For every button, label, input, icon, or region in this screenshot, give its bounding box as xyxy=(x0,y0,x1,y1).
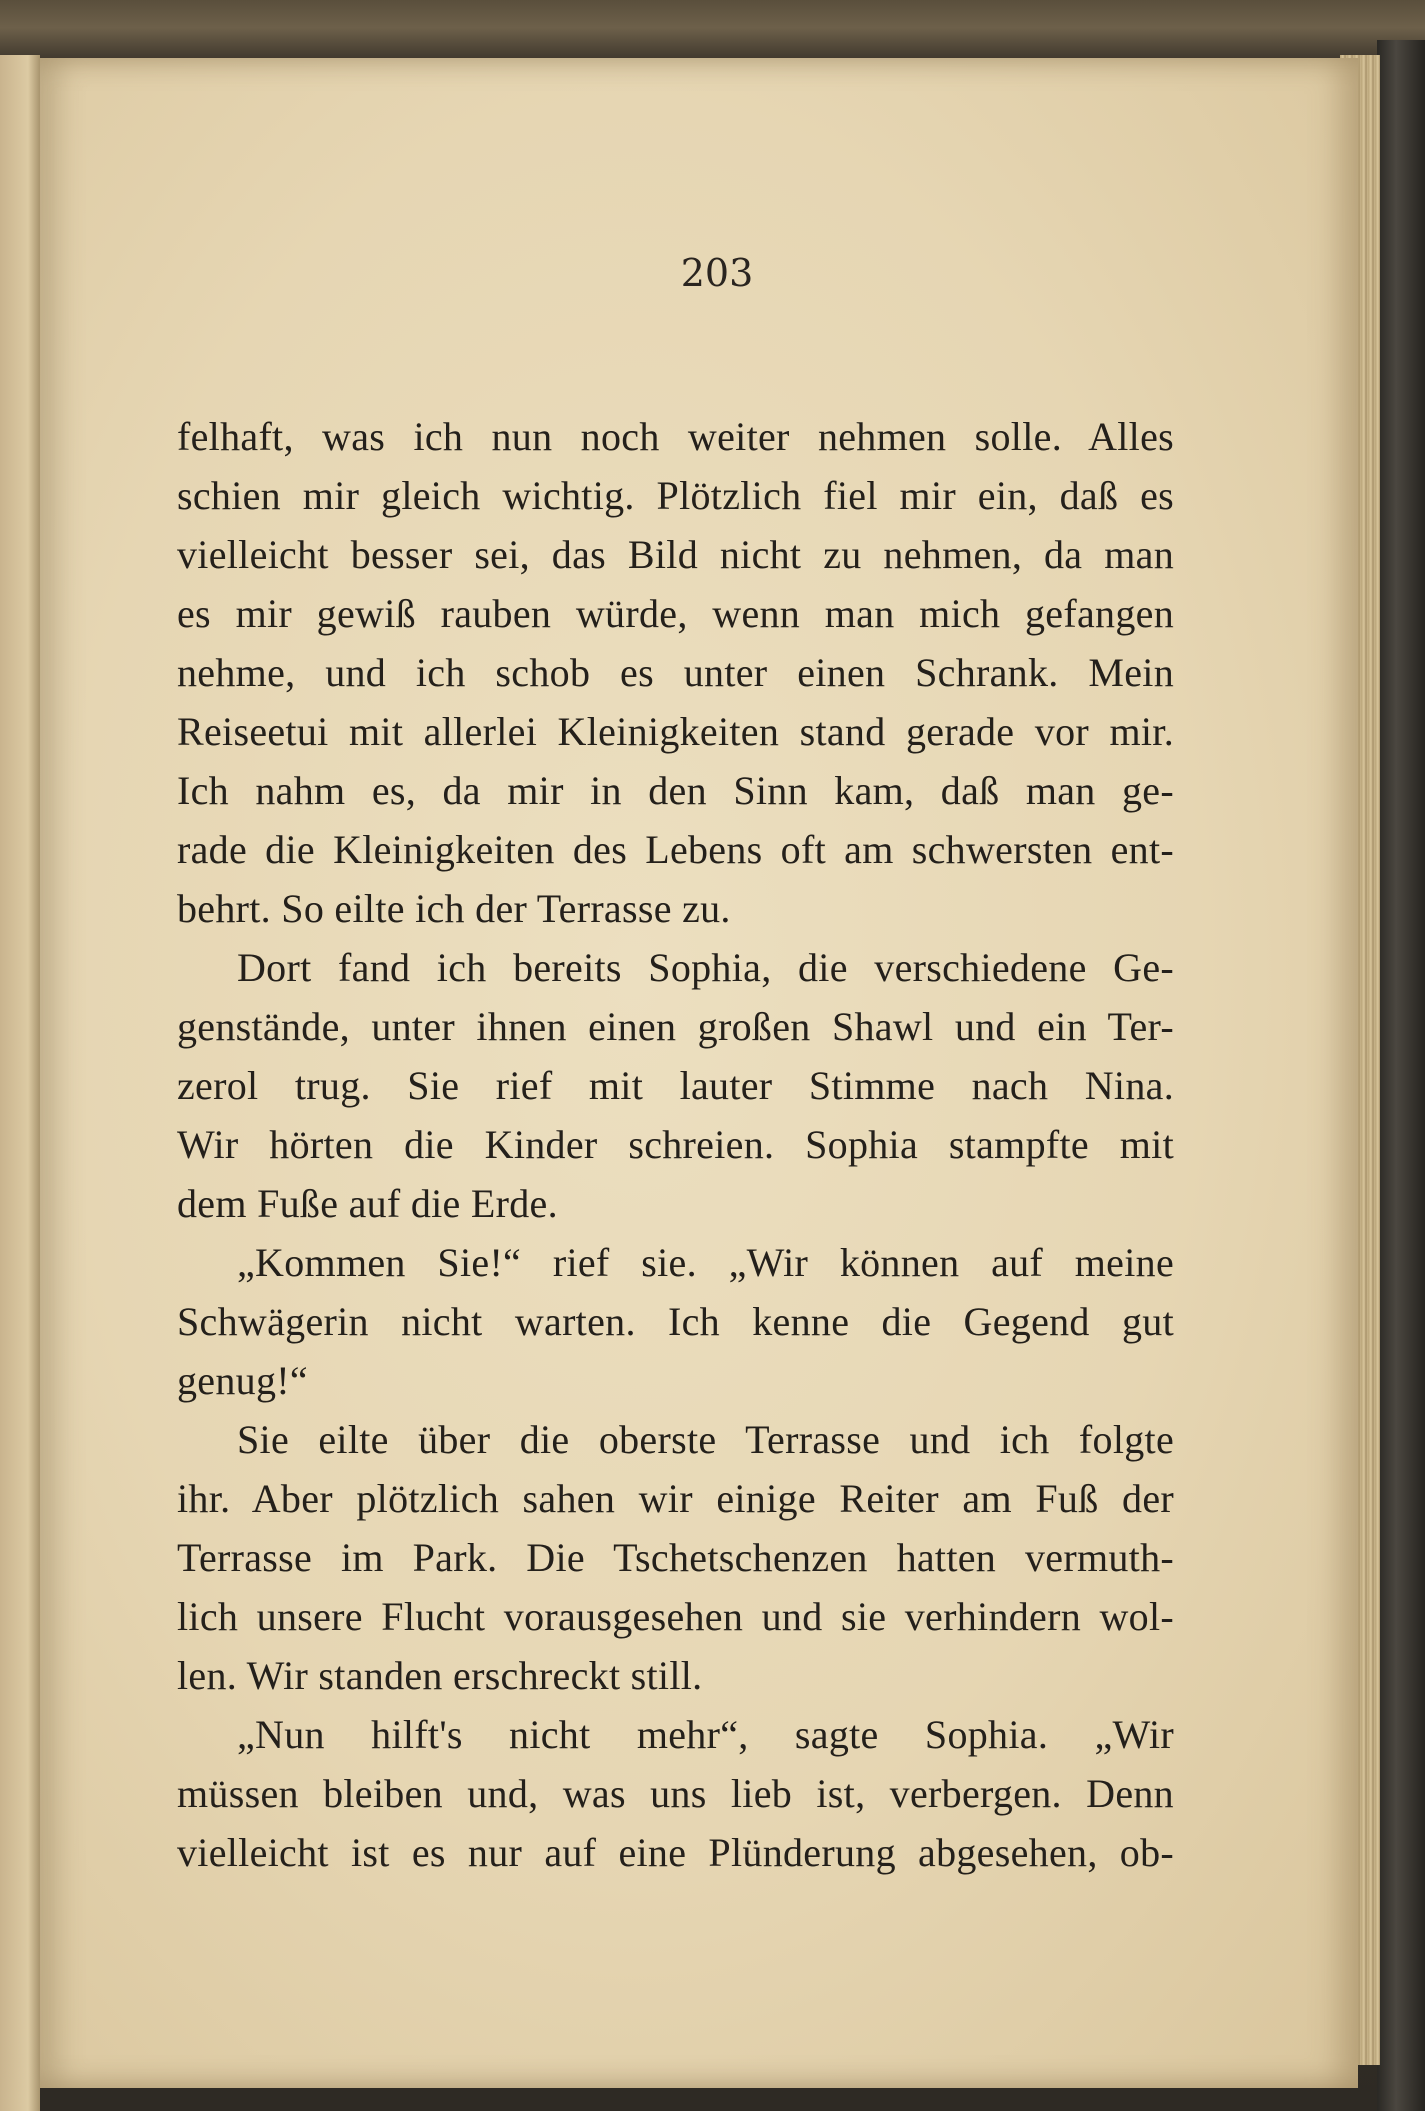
text-line: Ich nahm es, da mir in den Sinn kam, daß man ge- xyxy=(177,768,1174,813)
text-line: nehme, und ich schob es unter einen Schrank. Mein xyxy=(177,650,1174,695)
text-line: Sie eilte über die oberste Terrasse und ich folgte xyxy=(237,1417,1174,1462)
previous-page-edge xyxy=(0,55,40,2111)
text-line: behrt. So eilte ich der Terrasse zu. xyxy=(177,886,731,931)
text-line: „Nun hilft's nicht mehr“, sagte Sophia. „Wir xyxy=(237,1712,1174,1757)
text-line: len. Wir standen erschreckt still. xyxy=(177,1653,703,1698)
text-line: „Kommen Sie!“ rief sie. „Wir können auf meine xyxy=(237,1240,1174,1285)
book-page xyxy=(40,58,1358,2088)
text-line: zerol trug. Sie rief mit lauter Stimme nach Nina. xyxy=(177,1063,1174,1108)
text-line: Terrasse im Park. Die Tschetschenzen hatten vermuth- xyxy=(177,1535,1174,1580)
text-line: schien mir gleich wichtig. Plötzlich fiel mir ein, daß es xyxy=(177,473,1174,518)
text-line: es mir gewiß rauben würde, wenn man mich gefangen xyxy=(177,591,1174,636)
page-number: 203 xyxy=(680,251,754,295)
text-line: genug!“ xyxy=(177,1358,308,1403)
text-line: müssen bleiben und, was uns lieb ist, verbergen. Denn xyxy=(177,1771,1174,1816)
text-line: rade die Kleinigkeiten des Lebens oft am schwersten ent- xyxy=(177,827,1174,872)
text-line: felhaft, was ich nun noch weiter nehmen solle. Alles xyxy=(177,414,1174,459)
text-line: Dort fand ich bereits Sophia, die verschiedene Ge- xyxy=(237,945,1174,990)
text-line: ihr. Aber plötzlich sahen wir einige Reiter am Fuß der xyxy=(177,1476,1174,1521)
text-line: genstände, unter ihnen einen großen Shawl und ein Ter- xyxy=(177,1004,1174,1049)
text-line: vielleicht besser sei, das Bild nicht zu nehmen, da man xyxy=(177,532,1174,577)
text-line: Wir hörten die Kinder schreien. Sophia stampfte mit xyxy=(177,1122,1174,1167)
book-cover-right-edge xyxy=(1377,40,1425,2111)
text-line: lich unsere Flucht vorausgesehen und sie verhindern wol- xyxy=(177,1594,1174,1639)
text-line: dem Fuße auf die Erde. xyxy=(177,1181,558,1226)
text-line: vielleicht ist es nur auf eine Plünderung abgesehen, ob- xyxy=(177,1830,1174,1875)
text-line: Schwägerin nicht warten. Ich kenne die Gegend gut xyxy=(177,1299,1174,1344)
book-cover-top-edge xyxy=(0,0,1425,62)
text-line: Reiseetui mit allerlei Kleinigkeiten stand gerade vor mir. xyxy=(177,709,1174,754)
